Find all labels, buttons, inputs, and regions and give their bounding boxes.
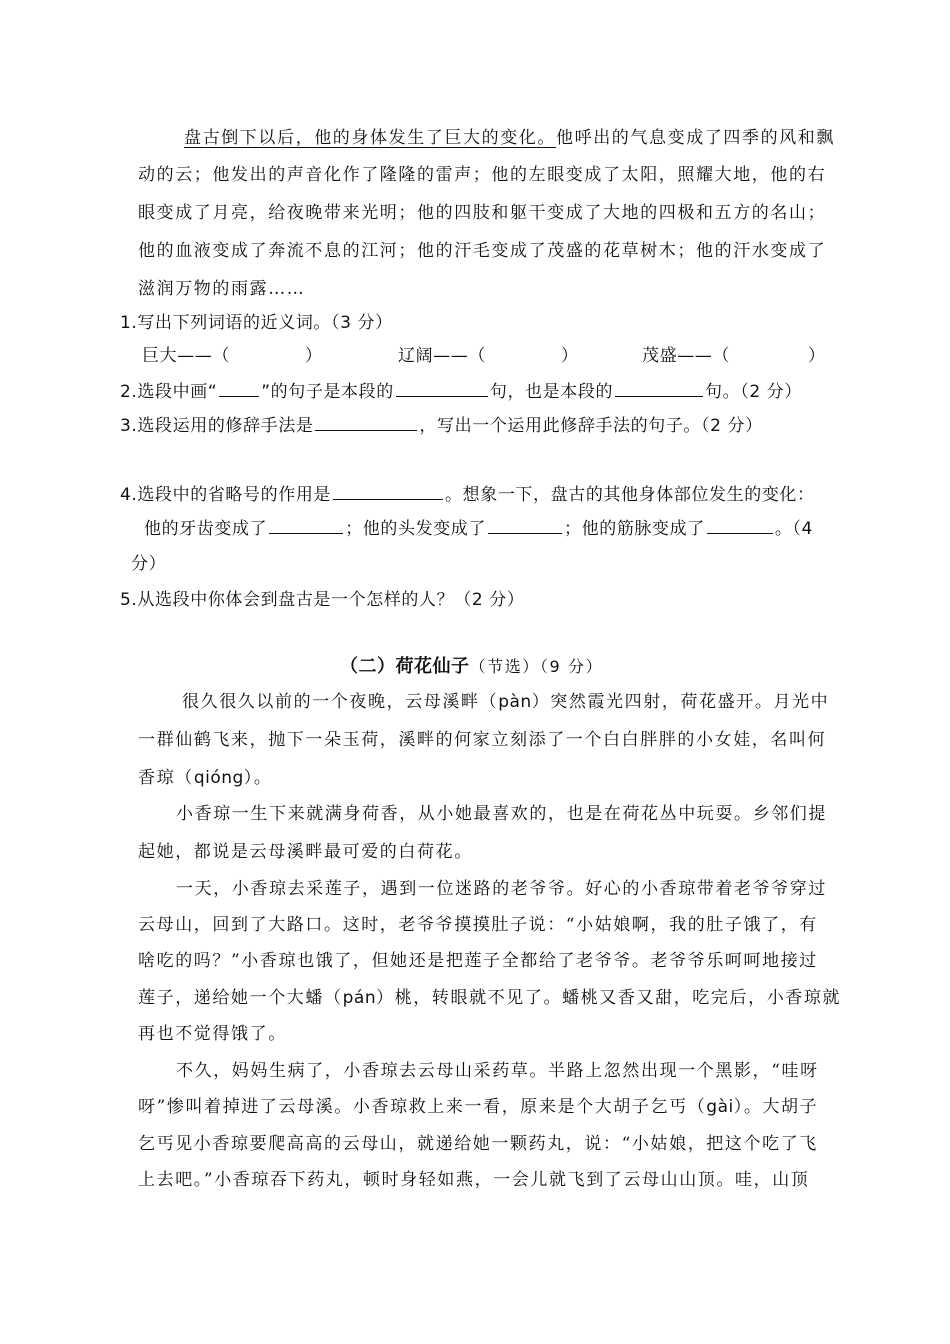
passage1-line4: 他的血液变成了奔流不息的江河；他的汗毛变成了茂盛的花草树木；他的汗水变成了 xyxy=(138,241,827,261)
story-line13: 乞丐见小香琼要爬高高的云母山，就递给她一颗药丸，说：“小姑娘，把这个吃了飞 xyxy=(138,1134,818,1154)
story-line8: 啥吃的吗？”小香琼也饿了，但她还是把莲子全都给了老爷爷。老爷爷乐呵呵地接过 xyxy=(138,951,818,971)
passage1-line3: 眼变成了月亮，给夜晚带来光明；他的四肢和躯干变成了大地的四极和五方的名山； xyxy=(138,203,827,223)
q2-mark-blank xyxy=(219,380,259,397)
q2-answer-1[interactable] xyxy=(396,380,488,397)
question-4-line2: 他的牙齿变成了 ；他的头发变成了 ；他的筋脉变成了 。（4 xyxy=(144,519,813,539)
passage1-line2: 动的云；他发出的声音化作了隆隆的雷声；他的左眼变成了太阳，照耀大地，他的右 xyxy=(138,165,827,185)
section2-title: （二）荷花仙子 xyxy=(340,656,470,677)
q2-answer-2[interactable] xyxy=(615,380,703,397)
story-line4: 小香琼一生下来就满身荷香，从小她最喜欢的，也是在荷花丛中玩耍。乡邻们提 xyxy=(176,804,827,824)
q3-answer[interactable] xyxy=(315,414,417,431)
q4-answer-hair[interactable] xyxy=(488,517,562,534)
pinyin-gai: gài xyxy=(706,1097,734,1117)
story-line12: 呀”惨叫着掉进了云母溪。小香琼救上来一看，原来是个大胡子乞丐（gài）。大胡子 xyxy=(138,1097,819,1117)
story-line11: 不久，妈妈生病了，小香琼去云母山采药草。半路上忽然出现一个黑影，“哇呀 xyxy=(176,1061,819,1081)
question-2: 2.选段中画“ ”的句子是本段的 句，也是本段的 句。（2 分） xyxy=(120,382,802,402)
story-line1: 很久很久以前的一个夜晚，云母溪畔（pàn）突然霞光四射，荷花盛开。月光中 xyxy=(182,692,830,712)
section2-subtitle: （节选）（9 分） xyxy=(469,657,604,676)
q1-word-3: 茂盛——（ ） xyxy=(642,346,826,366)
underlined-sentence: 盘古倒下以后，他的身体发生了巨大的变化。 xyxy=(184,128,556,148)
story-line10: 再也不觉得饿了。 xyxy=(138,1024,287,1044)
story-line7: 云母山，回到了大路口。这时，老爷爷摸摸肚子说：“小姑娘啊，我的肚子饿了，有 xyxy=(138,915,818,935)
q1-word-1: 巨大——（ ） xyxy=(142,346,323,366)
story-line6: 一天，小香琼去采莲子，遇到一位迷路的老爷爷。好心的小香琼带着老爷爷穿过 xyxy=(176,879,827,899)
passage1-line1-rest: 他呼出的气息变成了四季的风和飘 xyxy=(556,128,835,148)
q1-word-2: 辽阔——（ ） xyxy=(398,346,579,366)
pinyin-qiong: qióng xyxy=(193,768,244,788)
question-1: 1.写出下列词语的近义词。（3 分） xyxy=(120,313,393,333)
section2-heading xyxy=(340,656,603,678)
question-3: 3.选段运用的修辞手法是 ，写出一个运用此修辞手法的句子。（2 分） xyxy=(120,416,763,436)
question-5: 5.从选段中你体会到盘古是一个怎样的人？（2 分） xyxy=(120,590,525,610)
q4-answer-tendons[interactable] xyxy=(707,517,773,534)
story-line9: 莲子，递给她一个大蟠（pán）桃，转眼就不见了。蟠桃又香又甜，吃完后，小香琼就 xyxy=(138,988,842,1008)
q4-answer-1[interactable] xyxy=(333,483,443,500)
story-line14: 上去吧。”小香琼吞下药丸，顿时身轻如燕，一会儿就飞到了云母山山顶。哇，山顶 xyxy=(138,1170,810,1190)
question-4: 4.选段中的省略号的作用是 。想象一下，盘古的其他身体部位发生的变化： xyxy=(120,485,815,505)
question-4-points: 分） xyxy=(131,554,167,574)
pinyin-pan: pàn xyxy=(498,692,532,712)
story-line3: 香琼（qióng）。 xyxy=(138,768,273,788)
q4-answer-teeth[interactable] xyxy=(269,517,343,534)
passage1-line1 xyxy=(184,127,835,149)
passage1-line5: 滋润万物的雨露…… xyxy=(138,279,306,299)
story-line2: 一群仙鹤飞来，抛下一朵玉荷，溪畔的何家立刻添了一个白白胖胖的小女娃，名叫何 xyxy=(138,730,827,750)
story-line5: 起她，都说是云母溪畔最可爱的白荷花。 xyxy=(138,842,473,862)
pinyin-pan2: pán xyxy=(342,988,377,1008)
